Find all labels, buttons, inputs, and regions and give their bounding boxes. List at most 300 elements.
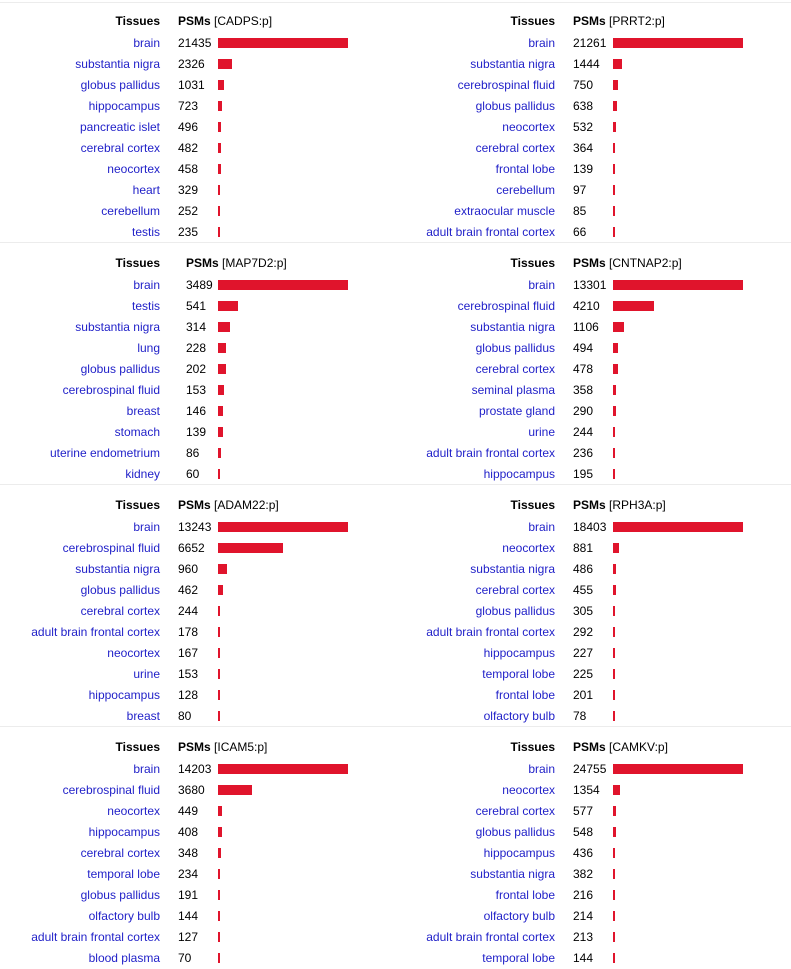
psm-bar bbox=[613, 385, 616, 395]
tissue-link[interactable]: cerebral cortex bbox=[475, 141, 555, 155]
psm-count: 290 bbox=[573, 404, 594, 418]
psm-bar bbox=[613, 322, 624, 332]
table-row bbox=[0, 180, 390, 201]
psm-bar bbox=[613, 690, 615, 700]
tissues-header: Tissues bbox=[510, 256, 555, 270]
table-row bbox=[0, 601, 390, 622]
tissue-link[interactable]: olfactory bulb bbox=[483, 709, 555, 723]
psm-bar bbox=[218, 227, 220, 237]
protein-label: [CAMKV:p] bbox=[609, 740, 668, 754]
table-row bbox=[0, 201, 390, 222]
psm-bar bbox=[613, 522, 743, 532]
table-row bbox=[0, 275, 390, 296]
psm-bar bbox=[613, 932, 615, 942]
tissue-link[interactable]: adult brain frontal cortex bbox=[426, 930, 555, 944]
psm-bar bbox=[218, 932, 220, 942]
tissue-link[interactable]: substantia nigra bbox=[470, 562, 555, 576]
table-row bbox=[0, 843, 390, 864]
psm-bar bbox=[613, 890, 615, 900]
tissues-header: Tissues bbox=[115, 498, 160, 512]
table-row bbox=[0, 538, 390, 559]
psm-count: 1031 bbox=[178, 78, 205, 92]
psm-count: 314 bbox=[186, 320, 207, 334]
table-row bbox=[395, 927, 785, 948]
psm-count: 436 bbox=[573, 846, 594, 860]
tissue-link[interactable]: substantia nigra bbox=[470, 867, 555, 881]
tissue-link[interactable]: lung bbox=[137, 341, 160, 355]
tissue-link[interactable]: globus pallidus bbox=[80, 888, 160, 902]
tissue-link[interactable]: globus pallidus bbox=[80, 78, 160, 92]
protein-label: [RPH3A:p] bbox=[609, 498, 666, 512]
psm-count: 216 bbox=[573, 888, 594, 902]
psm-count: 348 bbox=[178, 846, 199, 860]
psm-count: 455 bbox=[573, 583, 594, 597]
psm-count: 66 bbox=[573, 225, 587, 239]
psm-bar bbox=[613, 543, 619, 553]
tissue-link[interactable]: globus pallidus bbox=[475, 99, 555, 113]
table-row bbox=[0, 222, 390, 243]
psm-bar bbox=[613, 343, 618, 353]
tissue-link[interactable]: hippocampus bbox=[88, 825, 160, 839]
psm-count: 577 bbox=[573, 804, 594, 818]
psm-bar bbox=[218, 911, 220, 921]
psms-label: PSMs bbox=[573, 740, 606, 754]
tissue-link[interactable]: hippocampus bbox=[88, 99, 160, 113]
psm-bar bbox=[613, 80, 618, 90]
psm-bar bbox=[613, 711, 615, 721]
psm-bar bbox=[613, 848, 615, 858]
tissue-link[interactable]: cerebrospinal fluid bbox=[62, 541, 160, 555]
psm-bar bbox=[218, 364, 226, 374]
psm-bar bbox=[218, 322, 230, 332]
table-row bbox=[395, 33, 785, 54]
tissue-link[interactable]: hippocampus bbox=[483, 646, 555, 660]
psm-count: 482 bbox=[178, 141, 199, 155]
table-row bbox=[395, 75, 785, 96]
psm-bar bbox=[218, 806, 222, 816]
psm-bar bbox=[218, 564, 227, 574]
psm-count: 305 bbox=[573, 604, 594, 618]
table-row bbox=[0, 864, 390, 885]
tissue-link[interactable]: breast bbox=[126, 709, 160, 723]
tissue-link[interactable]: hippocampus bbox=[483, 846, 555, 860]
psms-label: PSMs bbox=[573, 498, 606, 512]
psm-bar bbox=[218, 606, 220, 616]
tissue-link[interactable]: prostate gland bbox=[478, 404, 555, 418]
tissue-link[interactable]: cerebral cortex bbox=[80, 846, 160, 860]
psm-bar bbox=[613, 59, 622, 69]
table-row bbox=[0, 359, 390, 380]
tissue-link[interactable]: hippocampus bbox=[483, 467, 555, 481]
table-row bbox=[395, 180, 785, 201]
tissue-link[interactable]: blood plasma bbox=[88, 951, 160, 965]
tissue-link[interactable]: cerebral cortex bbox=[475, 362, 555, 376]
tissue-link[interactable]: globus pallidus bbox=[80, 362, 160, 376]
table-row bbox=[0, 706, 390, 727]
psm-bar bbox=[218, 448, 221, 458]
table-row bbox=[0, 422, 390, 443]
psm-count: 97 bbox=[573, 183, 587, 197]
psm-count: 723 bbox=[178, 99, 199, 113]
psm-count: 236 bbox=[573, 446, 594, 460]
psm-bar bbox=[218, 711, 220, 721]
psm-bar bbox=[218, 185, 220, 195]
psms-label: PSMs bbox=[573, 256, 606, 270]
psm-count: 21261 bbox=[573, 36, 607, 50]
tissue-link[interactable]: urine bbox=[528, 425, 555, 439]
psm-count: 213 bbox=[573, 930, 594, 944]
tissue-link[interactable]: brain bbox=[133, 36, 160, 50]
psm-count: 532 bbox=[573, 120, 594, 134]
psms-header bbox=[178, 498, 279, 512]
psm-bar bbox=[613, 406, 616, 416]
psms-header bbox=[178, 14, 272, 28]
table-row bbox=[395, 759, 785, 780]
psm-bar bbox=[613, 101, 617, 111]
psm-bar bbox=[613, 669, 615, 679]
tissue-link[interactable]: brain bbox=[528, 278, 555, 292]
psm-count: 496 bbox=[178, 120, 199, 134]
table-row bbox=[0, 380, 390, 401]
tissue-link[interactable]: substantia nigra bbox=[470, 320, 555, 334]
psm-bar bbox=[218, 669, 220, 679]
psm-count: 128 bbox=[178, 688, 199, 702]
psm-count: 548 bbox=[573, 825, 594, 839]
table-row bbox=[395, 706, 785, 727]
psm-bar bbox=[613, 469, 615, 479]
tissue-link[interactable]: extraocular muscle bbox=[454, 204, 555, 218]
tissue-link[interactable]: kidney bbox=[125, 467, 160, 481]
tissue-link[interactable]: olfactory bulb bbox=[88, 909, 160, 923]
psm-count: 1354 bbox=[573, 783, 600, 797]
tissue-link[interactable]: hippocampus bbox=[88, 688, 160, 702]
protein-label: [PRRT2:p] bbox=[609, 14, 665, 28]
psm-bar bbox=[613, 785, 620, 795]
psm-bar bbox=[218, 164, 221, 174]
table-row bbox=[0, 138, 390, 159]
tissues-header: Tissues bbox=[510, 740, 555, 754]
table-row bbox=[0, 643, 390, 664]
tissue-panel bbox=[395, 726, 785, 966]
psm-bar bbox=[613, 911, 615, 921]
tissue-link[interactable]: adult brain frontal cortex bbox=[31, 625, 160, 639]
tissue-link[interactable]: neocortex bbox=[502, 541, 555, 555]
psm-bar bbox=[218, 143, 221, 153]
psm-count: 214 bbox=[573, 909, 594, 923]
tissue-link[interactable]: substantia nigra bbox=[75, 57, 160, 71]
psm-bar bbox=[613, 185, 615, 195]
psm-count: 139 bbox=[573, 162, 594, 176]
tissue-panel bbox=[0, 484, 390, 724]
table-row bbox=[395, 138, 785, 159]
psms-header bbox=[573, 14, 665, 28]
tissue-link[interactable]: adult brain frontal cortex bbox=[31, 930, 160, 944]
psm-bar bbox=[218, 301, 238, 311]
tissue-link[interactable]: pancreatic islet bbox=[79, 120, 160, 134]
table-row bbox=[0, 75, 390, 96]
psm-count: 144 bbox=[178, 909, 199, 923]
table-row bbox=[0, 906, 390, 927]
psm-bar bbox=[218, 869, 220, 879]
tissues-header: Tissues bbox=[115, 14, 160, 28]
psm-count: 408 bbox=[178, 825, 199, 839]
tissue-link[interactable]: cerebrospinal fluid bbox=[62, 383, 160, 397]
tissue-panel bbox=[0, 0, 390, 240]
protein-label: [CNTNAP2:p] bbox=[609, 256, 682, 270]
table-row bbox=[395, 359, 785, 380]
psm-count: 358 bbox=[573, 383, 594, 397]
tissues-header: Tissues bbox=[510, 498, 555, 512]
tissue-link[interactable]: testis bbox=[131, 299, 160, 313]
psm-count: 86 bbox=[186, 446, 200, 460]
psm-count: 458 bbox=[178, 162, 199, 176]
tissue-link[interactable]: substantia nigra bbox=[75, 320, 160, 334]
tissue-link[interactable]: cerebral cortex bbox=[475, 583, 555, 597]
psm-count: 638 bbox=[573, 99, 594, 113]
tissue-panel bbox=[395, 242, 785, 482]
psm-count: 244 bbox=[178, 604, 199, 618]
psm-count: 13243 bbox=[178, 520, 212, 534]
psm-count: 541 bbox=[186, 299, 207, 313]
tissue-link[interactable]: neocortex bbox=[502, 783, 555, 797]
psm-bar bbox=[218, 280, 348, 290]
tissue-link[interactable]: cerebrospinal fluid bbox=[457, 299, 555, 313]
psm-count: 486 bbox=[573, 562, 594, 576]
tissue-link[interactable]: substantia nigra bbox=[470, 57, 555, 71]
table-row bbox=[395, 601, 785, 622]
psm-bar bbox=[613, 38, 743, 48]
table-row bbox=[395, 401, 785, 422]
psm-count: 1444 bbox=[573, 57, 600, 71]
table-row bbox=[395, 538, 785, 559]
psm-count: 244 bbox=[573, 425, 594, 439]
psm-count: 2326 bbox=[178, 57, 205, 71]
tissue-link[interactable]: cerebellum bbox=[496, 183, 555, 197]
protein-label: [MAP7D2:p] bbox=[222, 256, 287, 270]
psm-bar bbox=[218, 59, 232, 69]
table-row bbox=[0, 801, 390, 822]
table-row bbox=[395, 622, 785, 643]
psm-bar bbox=[218, 543, 283, 553]
psm-bar bbox=[218, 827, 222, 837]
table-row bbox=[395, 338, 785, 359]
table-row bbox=[395, 159, 785, 180]
table-row bbox=[395, 864, 785, 885]
tissue-link[interactable]: adult brain frontal cortex bbox=[426, 225, 555, 239]
table-row bbox=[395, 117, 785, 138]
tissue-panel bbox=[395, 484, 785, 724]
tissue-link[interactable]: globus pallidus bbox=[475, 825, 555, 839]
tissue-link[interactable]: frontal lobe bbox=[495, 688, 555, 702]
table-row bbox=[0, 559, 390, 580]
tissue-link[interactable]: breast bbox=[126, 404, 160, 418]
psms-label: PSMs bbox=[178, 14, 211, 28]
table-row bbox=[395, 822, 785, 843]
table-row bbox=[395, 222, 785, 243]
psm-count: 225 bbox=[573, 667, 594, 681]
table-row bbox=[395, 201, 785, 222]
psm-bar bbox=[613, 953, 615, 963]
tissue-link[interactable]: stomach bbox=[114, 425, 160, 439]
table-row bbox=[395, 780, 785, 801]
tissue-link[interactable]: frontal lobe bbox=[495, 888, 555, 902]
tissue-panel bbox=[0, 726, 390, 966]
table-row bbox=[395, 948, 785, 969]
psm-count: 18403 bbox=[573, 520, 607, 534]
table-row bbox=[395, 380, 785, 401]
tissue-link[interactable]: cerebrospinal fluid bbox=[62, 783, 160, 797]
table-row bbox=[0, 948, 390, 969]
psm-count: 3489 bbox=[186, 278, 213, 292]
tissue-link[interactable]: urine bbox=[133, 667, 160, 681]
table-row bbox=[395, 422, 785, 443]
tissue-link[interactable]: brain bbox=[133, 520, 160, 534]
tissue-link[interactable]: globus pallidus bbox=[475, 341, 555, 355]
table-row bbox=[395, 517, 785, 538]
table-row bbox=[0, 685, 390, 706]
psm-count: 235 bbox=[178, 225, 199, 239]
psm-bar bbox=[218, 953, 220, 963]
psm-bar bbox=[613, 564, 616, 574]
tissue-link[interactable]: globus pallidus bbox=[80, 583, 160, 597]
psm-bar bbox=[218, 785, 252, 795]
tissue-link[interactable]: cerebrospinal fluid bbox=[457, 78, 555, 92]
table-row bbox=[395, 580, 785, 601]
tissue-link[interactable]: brain bbox=[528, 762, 555, 776]
table-row bbox=[0, 96, 390, 117]
psm-bar bbox=[613, 301, 654, 311]
table-row bbox=[0, 927, 390, 948]
tissue-link[interactable]: substantia nigra bbox=[75, 562, 160, 576]
tissue-link[interactable]: cerebellum bbox=[101, 204, 160, 218]
tissue-link[interactable]: cerebral cortex bbox=[80, 604, 160, 618]
psm-bar bbox=[218, 122, 221, 132]
psm-bar bbox=[613, 827, 616, 837]
tissue-link[interactable]: heart bbox=[132, 183, 160, 197]
psm-bar bbox=[613, 448, 615, 458]
psm-count: 750 bbox=[573, 78, 594, 92]
table-row bbox=[395, 275, 785, 296]
table-row bbox=[0, 517, 390, 538]
psm-count: 202 bbox=[186, 362, 207, 376]
table-row bbox=[0, 580, 390, 601]
tissue-link[interactable]: adult brain frontal cortex bbox=[426, 446, 555, 460]
tissue-link[interactable]: uterine endometrium bbox=[49, 446, 160, 460]
table-row bbox=[395, 885, 785, 906]
psm-bar bbox=[613, 164, 615, 174]
table-row bbox=[395, 906, 785, 927]
psm-bar bbox=[613, 364, 618, 374]
table-row bbox=[0, 885, 390, 906]
psm-count: 960 bbox=[178, 562, 199, 576]
psm-bar bbox=[218, 343, 226, 353]
psm-bar bbox=[613, 427, 615, 437]
tissues-header: Tissues bbox=[115, 256, 160, 270]
psm-count: 364 bbox=[573, 141, 594, 155]
table-row bbox=[0, 664, 390, 685]
tissue-link[interactable]: brain bbox=[528, 520, 555, 534]
psm-count: 201 bbox=[573, 688, 594, 702]
table-row bbox=[0, 464, 390, 485]
psm-bar bbox=[218, 890, 220, 900]
tissue-link[interactable]: brain bbox=[528, 36, 555, 50]
table-row bbox=[0, 338, 390, 359]
tissue-link[interactable]: neocortex bbox=[502, 120, 555, 134]
table-row bbox=[0, 622, 390, 643]
psms-label: PSMs bbox=[178, 498, 211, 512]
tissue-link[interactable]: temporal lobe bbox=[482, 951, 555, 965]
psms-header bbox=[178, 740, 267, 754]
psm-count: 3680 bbox=[178, 783, 205, 797]
tissue-link[interactable]: brain bbox=[133, 278, 160, 292]
tissue-link[interactable]: neocortex bbox=[107, 804, 160, 818]
tissue-link[interactable]: neocortex bbox=[107, 646, 160, 660]
psm-count: 449 bbox=[178, 804, 199, 818]
psm-bar bbox=[218, 848, 221, 858]
psm-bar bbox=[613, 606, 615, 616]
table-row bbox=[395, 464, 785, 485]
psm-count: 1106 bbox=[573, 320, 599, 334]
psm-count: 167 bbox=[178, 646, 199, 660]
tissue-link[interactable]: cerebral cortex bbox=[475, 804, 555, 818]
table-row bbox=[395, 801, 785, 822]
tissue-link[interactable]: testis bbox=[131, 225, 160, 239]
tissue-link[interactable]: temporal lobe bbox=[87, 867, 160, 881]
psm-bar bbox=[613, 764, 743, 774]
table-row bbox=[0, 401, 390, 422]
protein-label: [CADPS:p] bbox=[214, 14, 273, 28]
psms-header bbox=[186, 256, 287, 270]
tissue-link[interactable]: frontal lobe bbox=[495, 162, 555, 176]
psm-count: 153 bbox=[178, 667, 199, 681]
psm-count: 494 bbox=[573, 341, 594, 355]
psm-bar bbox=[218, 648, 220, 658]
tissue-link[interactable]: adult brain frontal cortex bbox=[426, 625, 555, 639]
tissue-link[interactable]: temporal lobe bbox=[482, 667, 555, 681]
table-row bbox=[0, 296, 390, 317]
psm-count: 21435 bbox=[178, 36, 212, 50]
psm-bar bbox=[218, 427, 223, 437]
psm-count: 6652 bbox=[178, 541, 205, 555]
psm-count: 228 bbox=[186, 341, 207, 355]
table-row bbox=[395, 96, 785, 117]
psm-bar bbox=[613, 869, 615, 879]
table-row bbox=[395, 443, 785, 464]
table-row bbox=[395, 664, 785, 685]
psm-count: 881 bbox=[573, 541, 594, 555]
tissues-header: Tissues bbox=[510, 14, 555, 28]
tissue-link[interactable]: cerebral cortex bbox=[80, 141, 160, 155]
tissue-link[interactable]: brain bbox=[133, 762, 160, 776]
psms-header bbox=[573, 740, 668, 754]
psms-header bbox=[573, 498, 666, 512]
table-row bbox=[0, 117, 390, 138]
psm-bar bbox=[613, 122, 616, 132]
tissue-link[interactable]: neocortex bbox=[107, 162, 160, 176]
tissue-link[interactable]: seminal plasma bbox=[471, 383, 555, 397]
table-row bbox=[395, 559, 785, 580]
psm-bar bbox=[613, 648, 615, 658]
table-row bbox=[0, 780, 390, 801]
psm-bar bbox=[218, 406, 223, 416]
table-row bbox=[0, 759, 390, 780]
psm-bar bbox=[218, 690, 220, 700]
psm-count: 178 bbox=[178, 625, 199, 639]
psm-count: 329 bbox=[178, 183, 199, 197]
psm-bar bbox=[613, 280, 743, 290]
tissue-link[interactable]: olfactory bulb bbox=[483, 909, 555, 923]
tissue-link[interactable]: globus pallidus bbox=[475, 604, 555, 618]
